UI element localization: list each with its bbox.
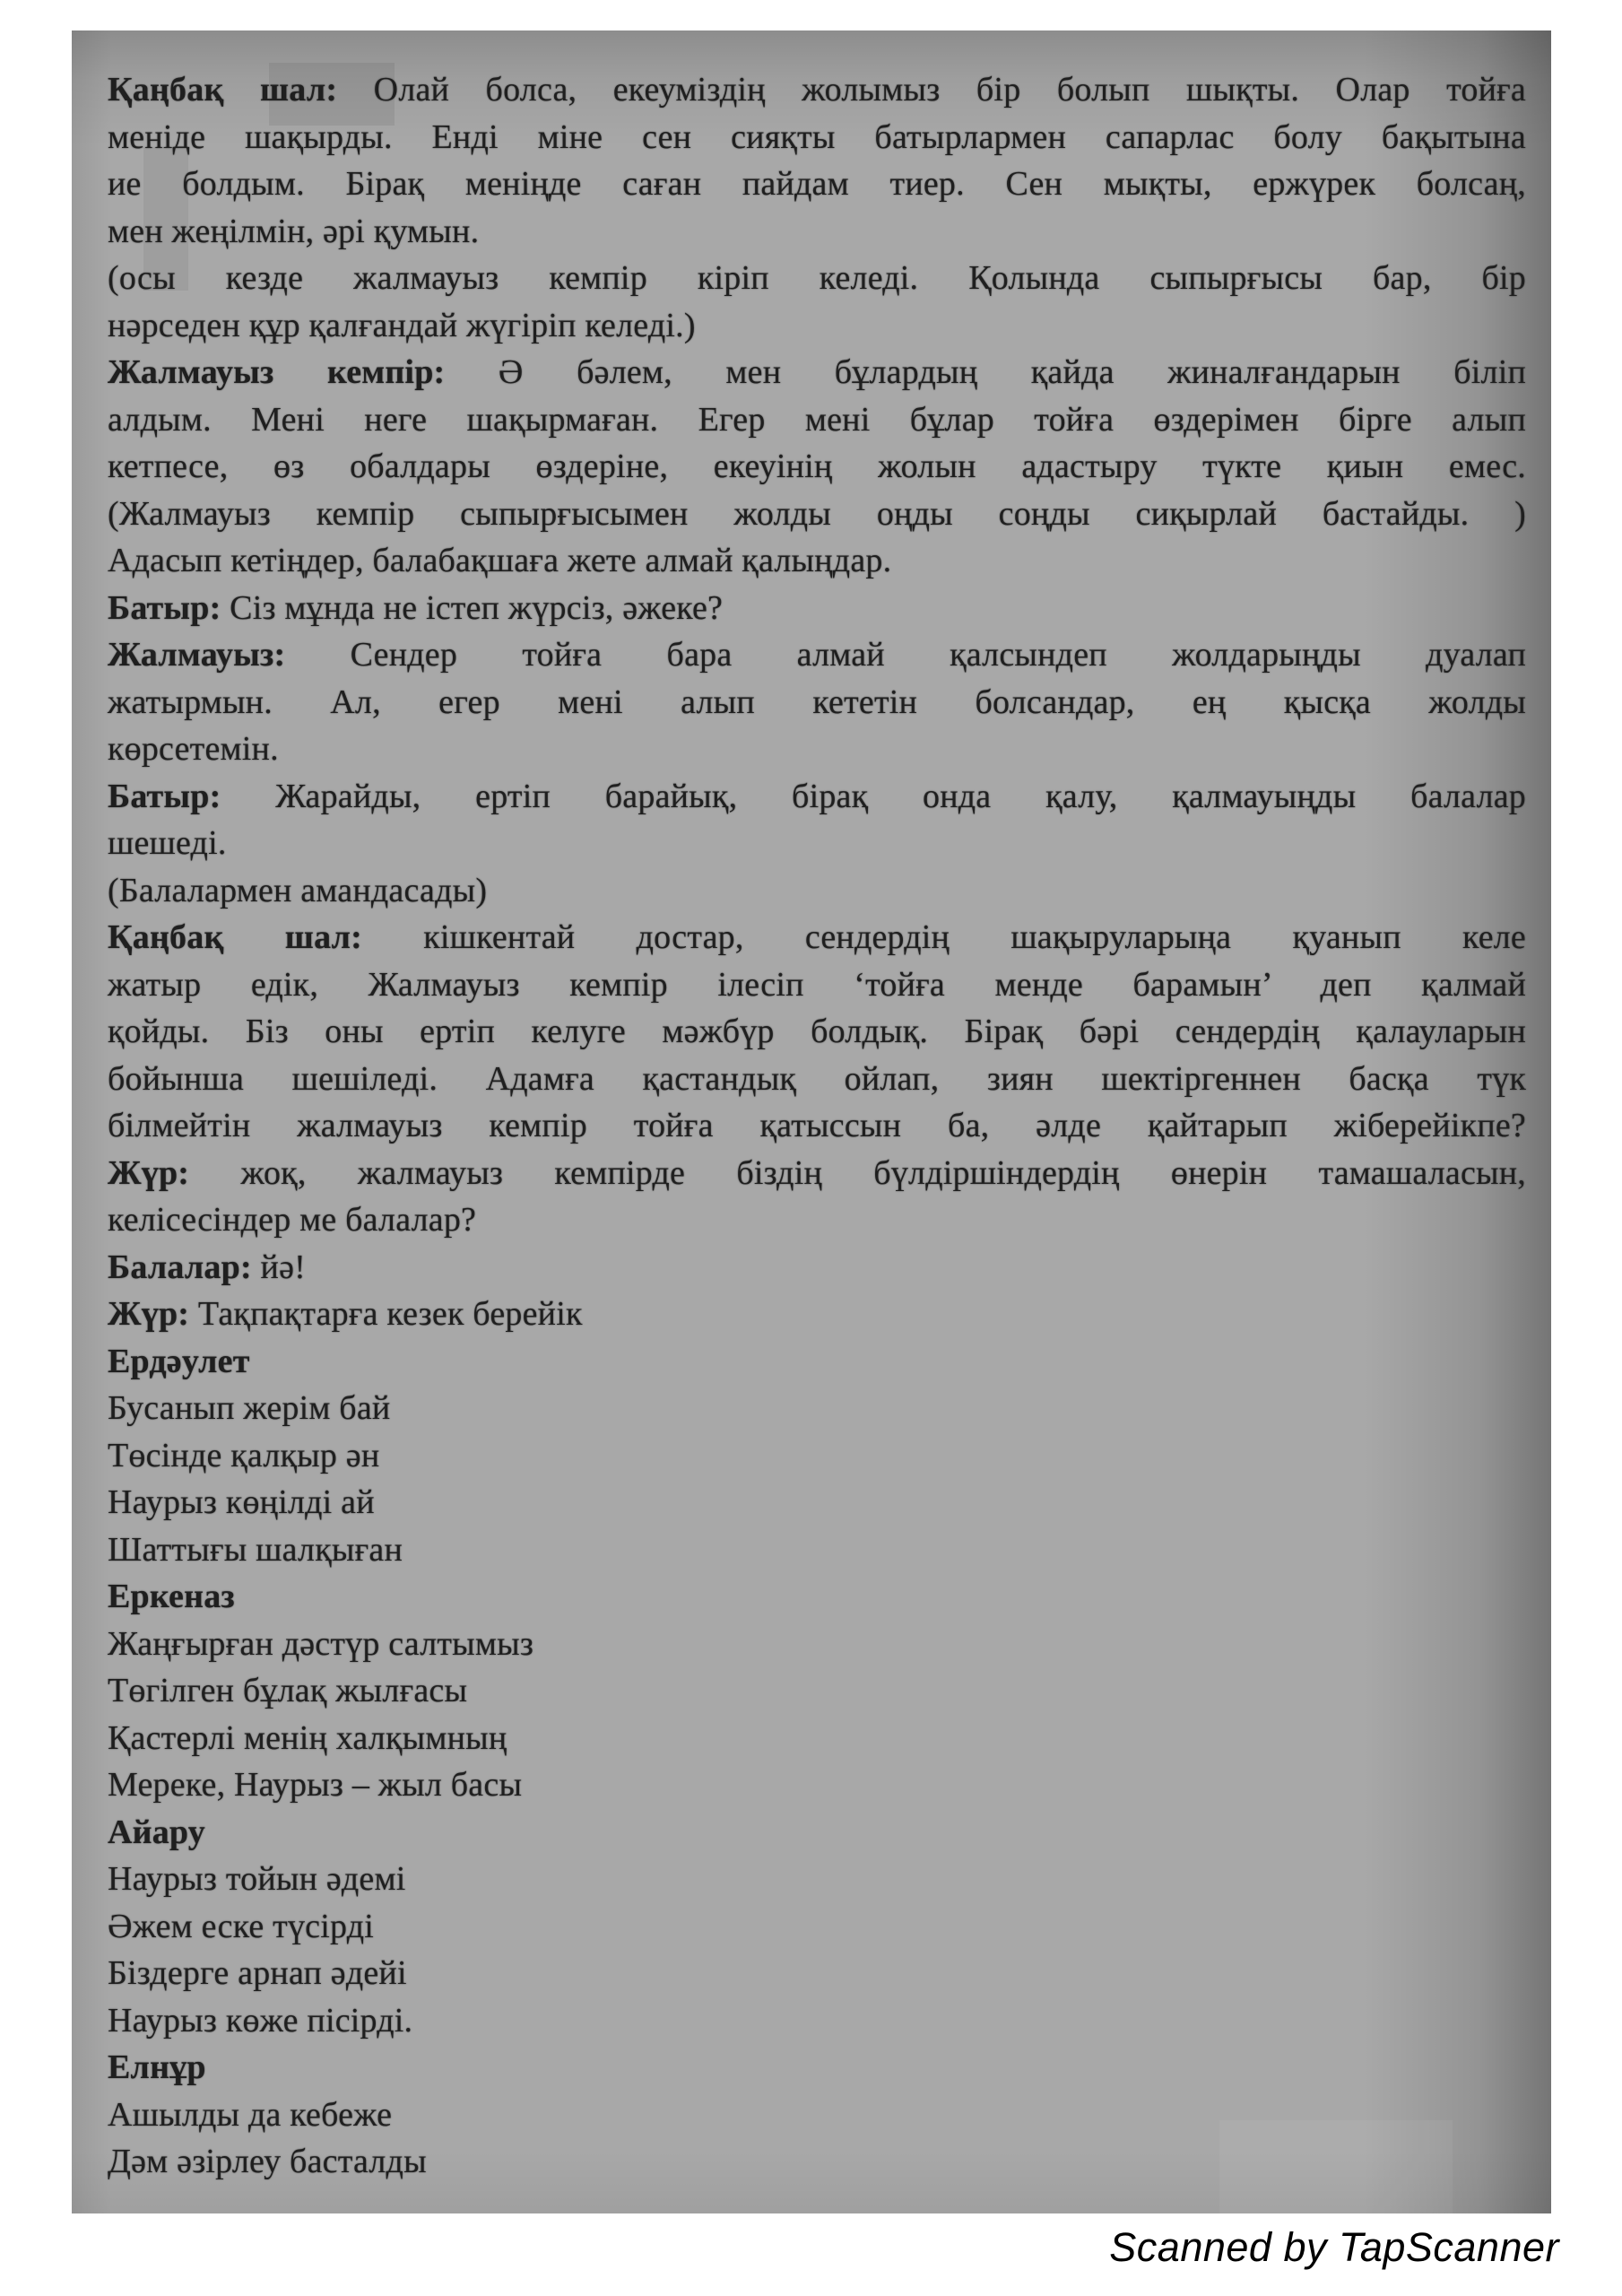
speaker-label: Қаңбақ шал:: [108, 71, 338, 109]
text-line: [108, 2092, 1526, 2139]
speaker-label: Еркеназ: [108, 1578, 235, 1615]
line-text: мен жеңілмін, әрі қумын.: [108, 212, 480, 250]
dialogue-line: [108, 585, 1526, 632]
text-line: [108, 491, 1526, 538]
dialogue-line: [108, 773, 1526, 821]
tapscanner-watermark: Scanned by TapScanner: [1109, 2224, 1559, 2270]
line-text: Жаңғырған дәстүр салтымыз: [108, 1624, 534, 1663]
line-text: Дәм әзірлеу басталды: [108, 2143, 427, 2180]
line-text: ие болдым. Бірақ меніңде саған пайдам тиер. Сен мықты, ержүрек болсаң,: [108, 165, 1526, 203]
text-line: [108, 1667, 1526, 1715]
line-text: Сіз мұнда не істеп жүрсіз, әжеке?: [221, 588, 724, 627]
text-line: [108, 1761, 1526, 1809]
dialogue-line: [108, 349, 1526, 396]
line-text: кішкентай достар, сендердің шақыруларыңа қуанып келе: [362, 918, 1527, 956]
text-line: [108, 1856, 1526, 1903]
speaker-label: Жүр:: [108, 1153, 190, 1192]
dialogue-line: [108, 631, 1526, 679]
text-line: [108, 1479, 1526, 1526]
text-line: [108, 443, 1526, 491]
text-line: [108, 1903, 1526, 1951]
line-text: Наурыз көже пісірді.: [108, 2001, 413, 2039]
speaker-label: Балалар:: [108, 1248, 252, 1286]
line-text: нәрседен құр қалғандай жүгіріп келеді.): [108, 306, 696, 344]
speaker-label: Жүр:: [108, 1295, 190, 1333]
character-name-line: [108, 1573, 1526, 1621]
line-text: (осы кезде жалмауыз кемпір кіріп келеді. Қолында сыпырғысы бар, бір: [108, 259, 1526, 297]
character-name-line: [108, 1809, 1526, 1857]
text-line: [108, 1196, 1526, 1244]
speaker-label: Жалмауыз кемпір:: [108, 353, 446, 391]
character-name-line: [108, 1338, 1526, 1386]
line-text: алдым. Мені неге шақырмаған. Егер мені бұлар тойға өздерімен бірге алып: [108, 400, 1526, 439]
text-line: [108, 1008, 1526, 1056]
line-text: Ашылды да кебеже: [108, 2095, 393, 2134]
text-line: [108, 867, 1526, 915]
text-line: [108, 255, 1526, 302]
line-text: жатыр едік, Жалмауыз кемпір ілесіп ‘тойға менде барамын’ деп қалмай: [108, 965, 1526, 1004]
line-text: Қастерлі менің халқымның: [108, 1718, 507, 1757]
line-text: Бусанып жерім бай: [108, 1389, 391, 1427]
speaker-label: Елнұр: [108, 2048, 206, 2086]
line-text: Адасып кетіңдер, балабақшаға жете алмай қалыңдар.: [108, 542, 892, 579]
line-text: жоқ, жалмауыз кемпірде біздің бүлдіршіндердің өнерін тамашаласын,: [189, 1153, 1526, 1192]
line-text: йә!: [251, 1248, 306, 1286]
speaker-label: Жалмауыз:: [108, 636, 286, 674]
line-text: Наурыз көңілді ай: [108, 1483, 375, 1521]
line-text: Төгілген бұлақ жылғасы: [108, 1672, 468, 1709]
speaker-label: Батыр:: [108, 777, 221, 815]
text-line: [108, 1997, 1526, 2045]
dialogue-line: [108, 1244, 1526, 1292]
text-line: [108, 820, 1526, 867]
line-text: (Балалармен амандасады): [108, 871, 488, 909]
text-line: [108, 1432, 1526, 1480]
text-line: [108, 1526, 1526, 1574]
line-text: Шаттығы шалқыған: [108, 1530, 403, 1569]
dialogue-line: [108, 1291, 1526, 1338]
text-line: [108, 208, 1526, 256]
line-text: Тақпақтарға кезек берейік: [189, 1295, 583, 1333]
line-text: Мереке, Наурыз – жыл басы: [108, 1766, 523, 1804]
text-line: [108, 1056, 1526, 1103]
text-line: [108, 1385, 1526, 1432]
dialogue-line: [108, 66, 1526, 114]
line-text: көрсетемін.: [108, 730, 279, 768]
text-line: [108, 726, 1526, 773]
text-line: [108, 302, 1526, 350]
line-text: Біздерге арнап әдейі: [108, 1954, 407, 1992]
character-name-line: [108, 2044, 1526, 2092]
line-text: Ә бәлем, мен бұлардың қайда жиналғандарын біліп: [445, 353, 1526, 391]
line-text: Наурыз тойын әдемі: [108, 1860, 406, 1898]
line-text: меніде шақырды. Енді міне сен сияқты батырлармен сапарлас болу бақытына: [108, 117, 1526, 156]
line-text: бойынша шешіледі. Адамға қастандық ойлап, зиян шектіргеннен басқа түк: [108, 1059, 1526, 1098]
speaker-label: Батыр:: [108, 588, 221, 627]
text-line: [108, 396, 1526, 444]
speaker-label: Қаңбақ шал:: [108, 918, 362, 956]
line-text: шешеді.: [108, 824, 227, 862]
line-text: Әжем еске түсірді: [108, 1907, 374, 1945]
line-text: Жарайды, ертіп барайық, бірақ онда қалу, қалмауыңды балалар: [221, 777, 1526, 815]
text-line: [108, 1621, 1526, 1668]
text-line: [108, 537, 1526, 585]
text-line: [108, 1715, 1526, 1762]
line-text: жатырмын. Ал, егер мені алып кететін болсандар, ең қысқа жолды: [108, 683, 1526, 721]
line-text: Төсінде қалқыр ән: [108, 1436, 380, 1474]
line-text: кетпесе, өз обалдары өздеріне, екеуінің жолын адастыру түкте қиын емес.: [108, 448, 1526, 485]
text-line: [108, 2138, 1526, 2186]
dialogue-line: [108, 914, 1526, 961]
text-line: [108, 961, 1526, 1009]
text-line: [108, 679, 1526, 726]
line-text: білмейтін жалмауыз кемпір тойға қатыссын ба, әлде қайтарып жіберейікпе?: [108, 1107, 1526, 1144]
text-line: [108, 114, 1526, 161]
line-text: Олай болса, екеуміздің жолымыз бір болып шықты. Олар тойға: [337, 71, 1526, 109]
line-text: Сендер тойға бара алмай қалсындеп жолдарыңды дуалап: [285, 636, 1526, 674]
dialogue-line: [108, 1150, 1526, 1197]
line-text: келісесіндер ме балалар?: [108, 1201, 477, 1239]
text-line: [108, 1950, 1526, 1997]
text-line: [108, 161, 1526, 208]
document-text: [108, 66, 1526, 2186]
speaker-label: Айару: [108, 1813, 205, 1851]
speaker-label: Ердәулет: [108, 1342, 250, 1380]
line-text: қойды. Біз оны ертіп келуге мәжбүр болдық. Бірақ бәрі сендердің қалауларын: [108, 1013, 1526, 1050]
line-text: (Жалмауыз кемпір сыпырғысымен жолды оңды соңды сиқырлай бастайды. ): [108, 494, 1526, 533]
text-line: [108, 1102, 1526, 1150]
